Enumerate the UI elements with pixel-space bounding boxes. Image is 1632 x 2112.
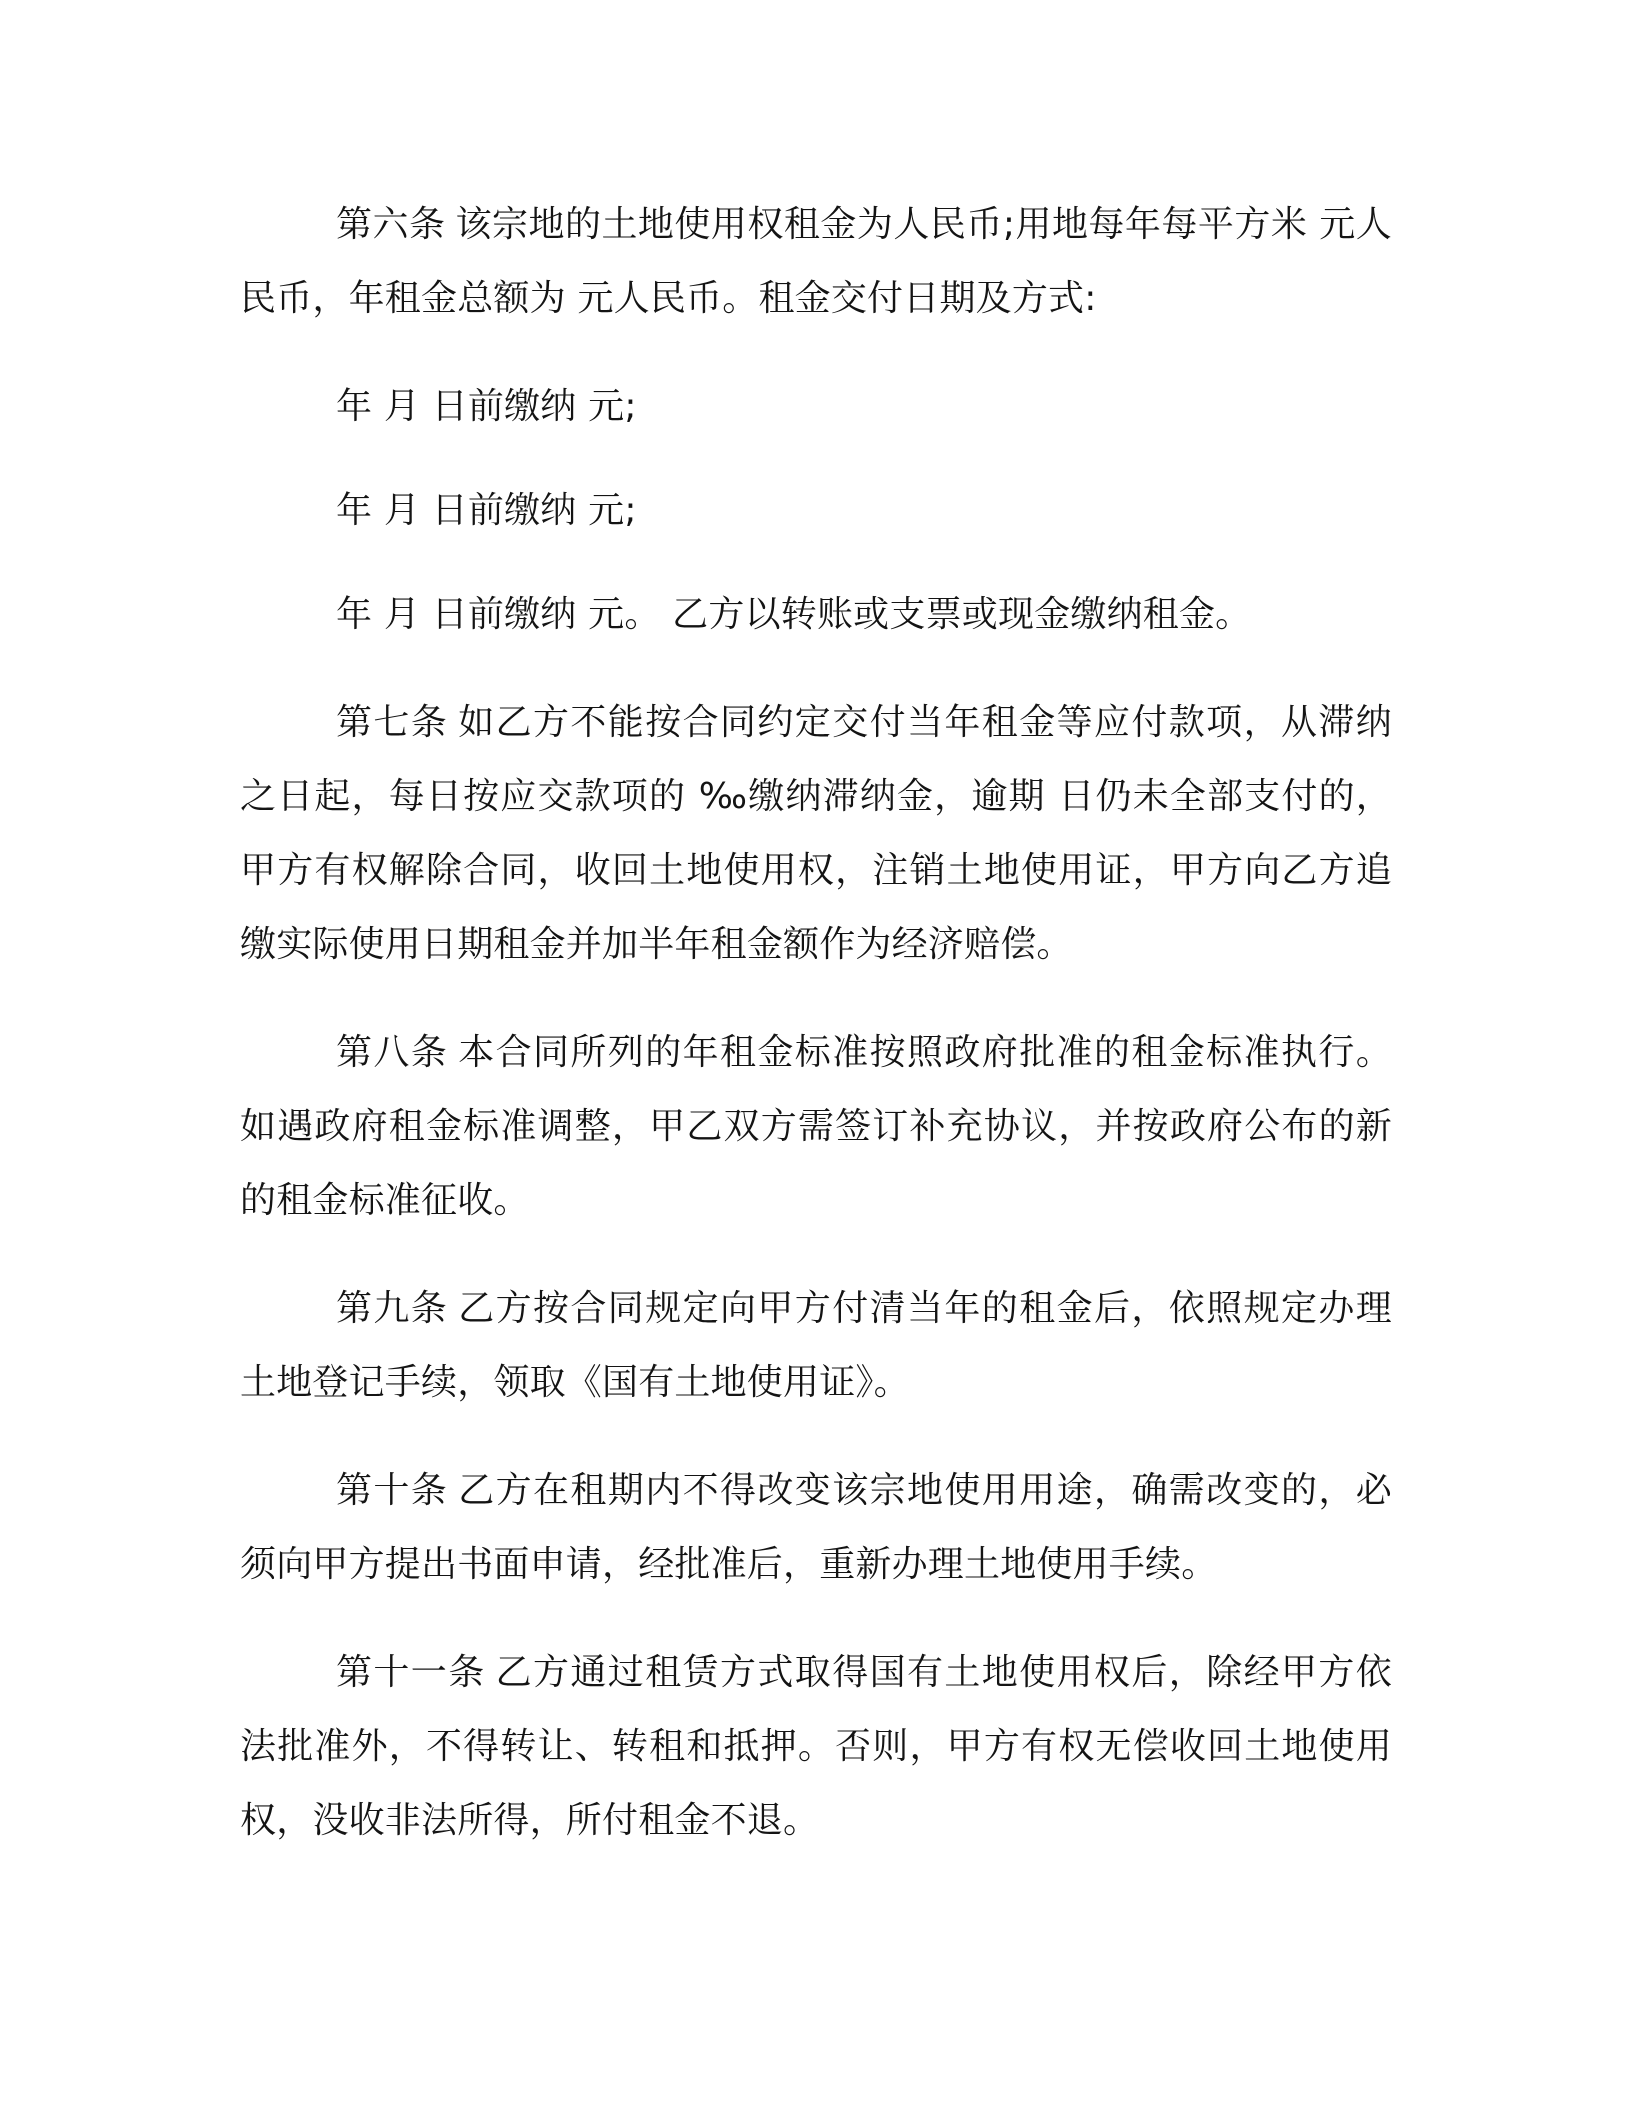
clause-text: 乙方在租期内不得改变该宗地使用用途，确需改变的，必须向甲方提出书面申请，经批准后，重新办理土地使用手续。	[240, 1470, 1392, 1585]
clause-number: 第六条	[336, 204, 446, 245]
clause-6	[240, 188, 1392, 336]
clause-number: 第八条	[336, 1032, 449, 1073]
payment-line-2	[240, 474, 1392, 548]
payment-line-text: 年 月 日前缴纳 元;	[336, 386, 637, 427]
clause-number: 第九条	[336, 1288, 449, 1329]
document-body	[240, 188, 1392, 1892]
clause-7	[240, 686, 1392, 982]
clause-text: 乙方按合同规定向甲方付清当年的租金后，依照规定办理土地登记手续，领取《国有土地使用证》。	[240, 1288, 1392, 1403]
clause-text: 如乙方不能按合同约定交付当年租金等应付款项，从滞纳之日起，每日按应交款项的 ‰缴纳滞纳金，逾期 日仍未全部支付的，甲方有权解除合同，收回土地使用权，注销土地使用证，甲方向乙方追缴实际使用日期租金并加半年租金额作为经济赔偿。	[240, 702, 1392, 965]
payment-line-text: 年 月 日前缴纳 元;	[336, 490, 637, 531]
clause-text: 乙方通过租赁方式取得国有土地使用权后，除经甲方依法批准外，不得转让、转租和抵押。否则，甲方有权无偿收回土地使用权，没收非法所得，所付租金不退。	[240, 1652, 1392, 1841]
payment-line-text: 年 月 日前缴纳 元。 乙方以转账或支票或现金缴纳租金。	[336, 594, 1252, 635]
clause-text: 本合同所列的年租金标准按照政府批准的租金标准执行。如遇政府租金标准调整，甲乙双方需签订补充协议，并按政府公布的新的租金标准征收。	[240, 1032, 1392, 1221]
clause-9	[240, 1272, 1392, 1420]
payment-line-1	[240, 370, 1392, 444]
clause-number: 第十条	[336, 1470, 449, 1511]
clause-8	[240, 1016, 1392, 1238]
payment-line-3	[240, 578, 1392, 652]
clause-number: 第十一条	[336, 1652, 486, 1693]
clause-10	[240, 1454, 1392, 1602]
clause-11	[240, 1636, 1392, 1858]
clause-number: 第七条	[336, 702, 449, 743]
clause-text: 该宗地的土地使用权租金为人民币;用地每年每平方米 元人民币，年租金总额为 元人民币。租金交付日期及方式:	[240, 204, 1392, 319]
